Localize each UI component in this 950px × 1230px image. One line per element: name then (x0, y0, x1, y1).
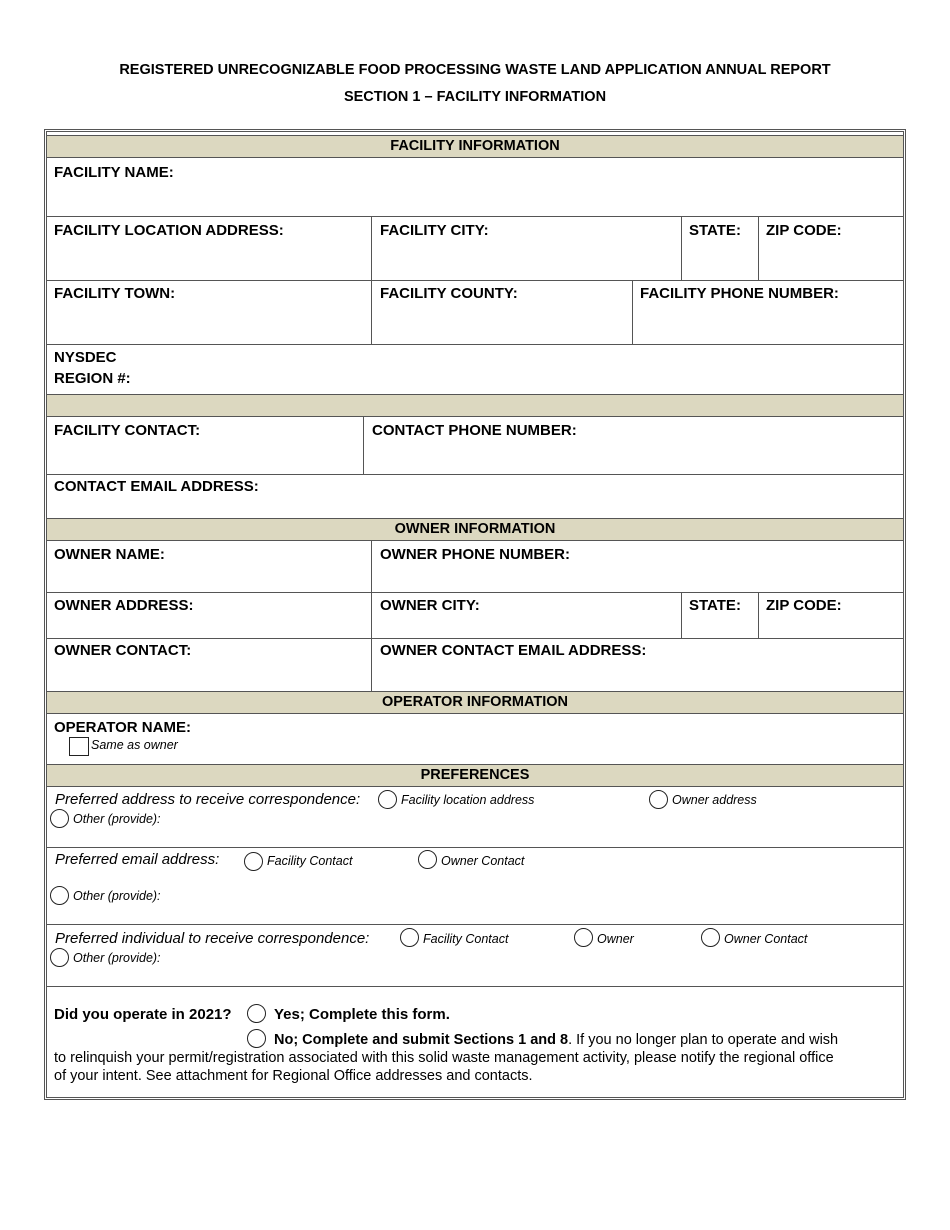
pref-email-facility-radio[interactable] (244, 852, 263, 871)
operate-no-text (274, 1031, 838, 1049)
contact-phone-label: CONTACT PHONE NUMBER: (372, 422, 577, 439)
facility-contact-label: FACILITY CONTACT: (54, 422, 201, 439)
operate-yes-radio[interactable] (247, 1004, 266, 1023)
pref-individual-facility-label: Facility Contact (423, 932, 509, 946)
pref-address-other-radio[interactable] (50, 809, 69, 828)
pref-individual-other-label: Other (provide): (73, 951, 161, 965)
operate-yes-label: Yes; Complete this form. (274, 1006, 450, 1023)
operate-no-bold: No; Complete and submit Sections 1 and 8 (274, 1032, 569, 1048)
owner-city-label: OWNER CITY: (380, 597, 480, 614)
pref-email-facility-label: Facility Contact (267, 854, 353, 868)
pref-address-facility-radio[interactable] (378, 790, 397, 809)
pref-individual-question: Preferred individual to receive correspondence: (55, 930, 370, 947)
nysdec-label: NYSDEC (54, 349, 117, 366)
operator-info-heading: OPERATOR INFORMATION (47, 691, 903, 714)
pref-email-question: Preferred email address: (55, 851, 220, 868)
facility-city-label: FACILITY CITY: (380, 222, 489, 239)
pref-individual-owner-label: Owner (597, 932, 634, 946)
pref-individual-other-radio[interactable] (50, 948, 69, 967)
pref-email-other-radio[interactable] (50, 886, 69, 905)
owner-contact-email-label: OWNER CONTACT EMAIL ADDRESS: (380, 642, 647, 659)
pref-email-owner-label: Owner Contact (441, 854, 525, 868)
facility-town-label: FACILITY TOWN: (54, 285, 176, 302)
pref-individual-owner-contact-label: Owner Contact (724, 932, 808, 946)
facility-phone-label: FACILITY PHONE NUMBER: (640, 285, 839, 302)
spacer-band (47, 394, 903, 417)
pref-address-question: Preferred address to receive correspondence: (55, 791, 361, 808)
pref-address-owner-radio[interactable] (649, 790, 668, 809)
report-title: REGISTERED UNRECOGNIZABLE FOOD PROCESSING WASTE LAND APPLICATION ANNUAL REPORT (119, 62, 831, 78)
operator-name-label: OPERATOR NAME: (54, 719, 191, 736)
pref-individual-owner-contact-radio[interactable] (701, 928, 720, 947)
owner-phone-label: OWNER PHONE NUMBER: (380, 546, 570, 563)
owner-name-label: OWNER NAME: (54, 546, 165, 563)
pref-individual-owner-radio[interactable] (574, 928, 593, 947)
facility-zip-label: ZIP CODE: (766, 222, 842, 239)
operate-no-radio[interactable] (247, 1029, 266, 1048)
preferences-heading: PREFERENCES (47, 764, 903, 787)
operate-question: Did you operate in 2021? (54, 1006, 232, 1023)
pref-email-other-label: Other (provide): (73, 889, 161, 903)
contact-email-label: CONTACT EMAIL ADDRESS: (54, 478, 259, 495)
region-number-label: REGION #: (54, 370, 131, 387)
operate-no-rest: . If you no longer plan to operate and wish (568, 1032, 839, 1048)
pref-address-owner-label: Owner address (672, 793, 757, 807)
pref-address-facility-label: Facility location address (401, 793, 535, 807)
facility-info-heading: FACILITY INFORMATION (47, 135, 903, 158)
pref-address-other-label: Other (provide): (73, 812, 161, 826)
pref-individual-facility-radio[interactable] (400, 928, 419, 947)
facility-location-address-label: FACILITY LOCATION ADDRESS: (54, 222, 284, 239)
facility-name-label: FACILITY NAME: (54, 164, 174, 181)
facility-state-label: STATE: (689, 222, 741, 239)
facility-county-label: FACILITY COUNTY: (380, 285, 518, 302)
same-as-owner-label: Same as owner (91, 738, 178, 752)
pref-email-owner-radio[interactable] (418, 850, 437, 869)
same-as-owner-checkbox[interactable] (69, 737, 89, 756)
owner-zip-label: ZIP CODE: (766, 597, 842, 614)
section-title: SECTION 1 – FACILITY INFORMATION (343, 89, 607, 105)
relinquish-text-line-2: to relinquish your permit/registration associated with this solid waste management activity, please notify the regional office (54, 1050, 834, 1066)
facility-form (44, 129, 906, 1100)
owner-address-label: OWNER ADDRESS: (54, 597, 194, 614)
owner-state-label: STATE: (689, 597, 741, 614)
owner-contact-label: OWNER CONTACT: (54, 642, 192, 659)
owner-info-heading: OWNER INFORMATION (47, 518, 903, 541)
relinquish-text-line-3: of your intent. See attachment for Regional Office addresses and contacts. (54, 1068, 533, 1084)
